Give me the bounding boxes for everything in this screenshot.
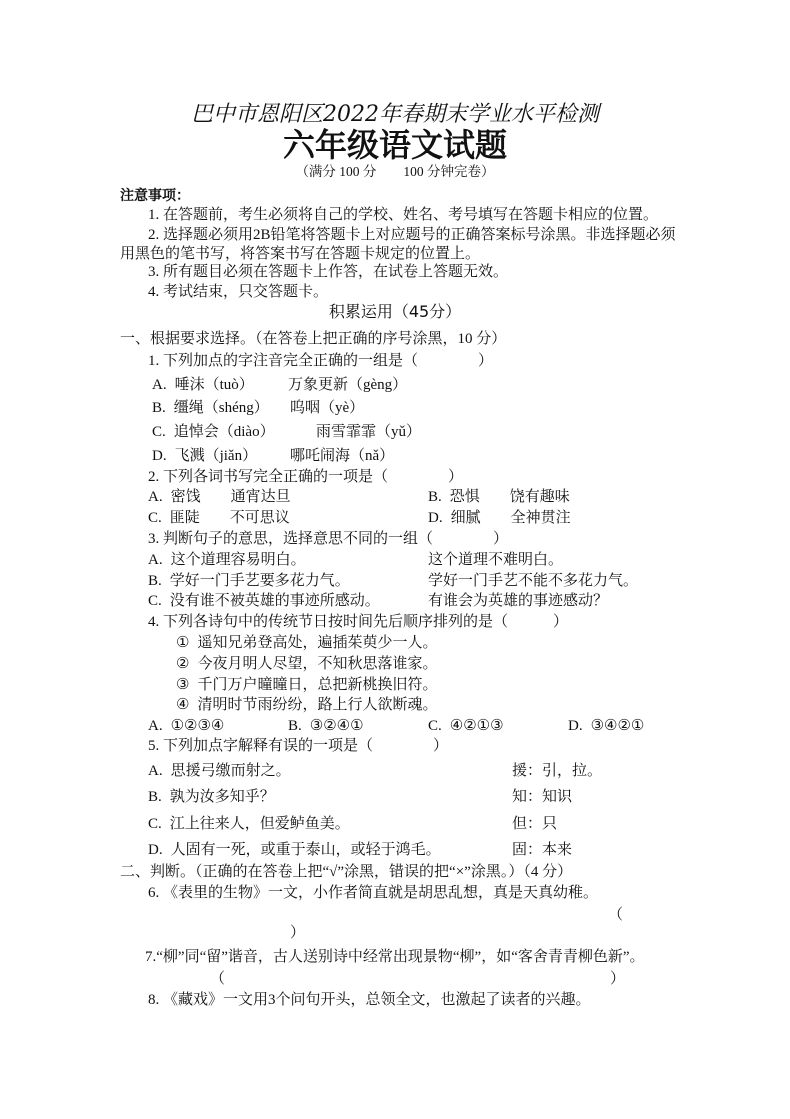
q4-option-b [288,716,364,736]
option-label: C. [148,816,162,832]
notice-line-2-continued: 用黑色的笔书写，将答案书写在答题卡规定的位置上。 [120,246,481,262]
q6-answer-bracket-open: （ [608,907,624,923]
q5-option-b [148,787,275,807]
option-label: B. [148,573,162,589]
q1-option-a-second: 万象更新（gèng） [288,377,408,393]
q5-option-a [148,761,291,781]
option-text: ③④②① [590,718,645,734]
option-label: C. [428,718,442,734]
option-sentence: 孰为汝多知乎？ [169,789,275,805]
paper-title: 六年级语文试题 [282,126,507,164]
q3-option-b [148,571,350,591]
option-text: ①②③④ [170,718,225,734]
option-text: 细腻 全神贯注 [450,510,571,526]
option-label: D. [148,842,163,858]
q3-option-b-second: 学好一门手艺不能不多花力气。 [428,573,639,589]
q1-option-c [152,422,275,442]
poem-line: 清明时节雨纷纷，路上行人欲断魂。 [197,697,438,713]
q5-option-c [148,814,350,834]
q4-poem-3 [176,675,437,695]
option-label: B. [148,789,162,805]
q4-option-a [148,716,224,736]
notice-heading: 注意事项： [120,188,190,204]
q4-stem: 4. 下列各诗句中的传统节日按时间先后顺序排列的是（ ） [148,614,569,630]
q1-option-b [152,398,269,418]
option-label: D. [428,510,443,526]
q1-option-a [152,375,254,395]
option-label: A. [148,552,163,568]
option-label: C. [152,424,166,440]
circled-number: ③ [176,677,190,693]
q5-option-d [148,840,441,860]
q3-option-a-second: 这个道理不难明白。 [428,552,564,568]
q1-stem: 1. 下列加点的字注音完全正确的一组是（ ） [148,353,494,369]
option-label: B. [152,400,166,416]
paper-subtitle: （满分 100 分 100 分钟完卷） [295,164,495,179]
option-text: 学好一门手艺要多花力气。 [169,573,350,589]
option-sentence: 人固有一死，或重于泰山，或轻于鸿毛。 [170,842,441,858]
q7-answer-bracket-open: （ [210,971,226,987]
q2-stem: 2. 下列各词书写完全正确的一项是（ ） [148,469,464,485]
option-label: A. [148,763,163,779]
option-label: C. [148,510,162,526]
option-label: D. [152,448,167,464]
notice-line-3: 3. 所有题目必须在答题卡上作答，在试卷上答题无效。 [148,264,509,280]
option-sentence: 江上往来人，但爱鲈鱼美。 [169,816,350,832]
q8-statement: 8. 《藏戏》一文用3个问句开头，总领全文，也激起了读者的兴趣。 [148,992,591,1008]
q3-option-c-second: 有谁会为英雄的事迹感动？ [428,593,609,609]
q1-option-b-second: 呜咽（yè） [290,400,365,416]
q4-option-d [568,716,644,736]
q5-option-b-explanation: 知：知识 [512,789,573,805]
option-text: 追悼会（diào） [173,424,275,440]
q7-statement: 7.“柳”同“留”谐音，古人送别诗中经常出现景物“柳”，如“客舍青青柳色新”。 [145,949,645,965]
poem-line: 今夜月明人尽望，不知秋思落谁家。 [197,656,438,672]
q2-option-d [428,508,571,528]
q2-option-a [148,487,291,507]
q3-option-a [148,550,306,570]
notice-line-4: 4. 考试结束，只交答题卡。 [148,284,329,300]
option-text: 缰绳（shéng） [173,400,269,416]
option-label: B. [288,718,302,734]
option-text: ④②①③ [449,718,504,734]
q1-option-d [152,446,257,466]
q2-option-b [428,487,570,507]
circled-number: ① [176,635,190,651]
option-text: 没有谁不被英雄的事迹所感动。 [169,593,380,609]
option-text: 飞溅（jiǎn） [174,448,258,464]
poem-line: 千门万户曈曈日，总把新桃换旧符。 [197,677,438,693]
circled-number: ④ [176,697,190,713]
q5-option-a-explanation: 援：引，拉。 [512,763,603,779]
q3-stem: 3. 判断句子的意思，选择意思不同的一组（ ） [148,531,509,547]
q2-option-c [148,508,290,528]
part2-heading: 二、判断。（正确的在答卷上把“√”涂黑，错误的把“×”涂黑。）（4 分） [120,864,573,880]
q4-poem-1 [176,633,437,653]
q7-answer-bracket-close: ） [610,971,626,987]
q3-option-c [148,591,380,611]
option-label: A. [148,489,163,505]
q5-option-d-explanation: 固：本来 [512,842,573,858]
option-label: C. [148,593,162,609]
poem-line: 遥知兄弟登高处，遍插茱萸少一人。 [197,635,438,651]
q6-statement: 6. 《表里的生物》一文，小作者简直就是胡思乱想，真是天真幼稚。 [148,885,599,901]
circled-number: ② [176,656,190,672]
q4-poem-4 [176,695,437,715]
q6-answer-bracket-close: ） [290,925,306,941]
q5-option-c-explanation: 但：只 [512,816,558,832]
q1-option-c-second: 雨雪霏霏（yǔ） [316,424,422,440]
option-text: 这个道理容易明白。 [170,552,306,568]
q4-option-c [428,716,504,736]
option-text: 匪陡 不可思议 [169,510,290,526]
option-label: B. [428,489,442,505]
part1-heading: 一、根据要求选择。（在答卷上把正确的序号涂黑，10 分） [120,331,507,347]
option-sentence: 思援弓缴而射之。 [170,763,291,779]
exam-name: 巴中市恩阳区2022年春期末学业水平检测 [191,102,599,127]
notice-line-2: 2. 选择题必须用2B铅笔将答题卡上对应题号的正确答案标号涂黑。非选择题必须 [148,227,676,243]
option-text: 恐惧 饶有趣味 [449,489,570,505]
q5-stem: 5. 下列加点字解释有误的一项是（ ） [148,738,449,754]
section-title: 积累运用（45分） [328,302,462,321]
q4-poem-2 [176,654,437,674]
option-label: A. [148,718,163,734]
option-text: 密饯 通宵达旦 [170,489,291,505]
option-text: ③②④① [309,718,364,734]
option-label: D. [568,718,583,734]
notice-line-1: 1. 在答题前，考生必须将自己的学校、姓名、考号填写在答题卡相应的位置。 [148,207,659,223]
option-label: A. [152,377,167,393]
q1-option-d-second: 哪吒闹海（nǎ） [290,448,395,464]
option-text: 唾沫（tuò） [174,377,254,393]
